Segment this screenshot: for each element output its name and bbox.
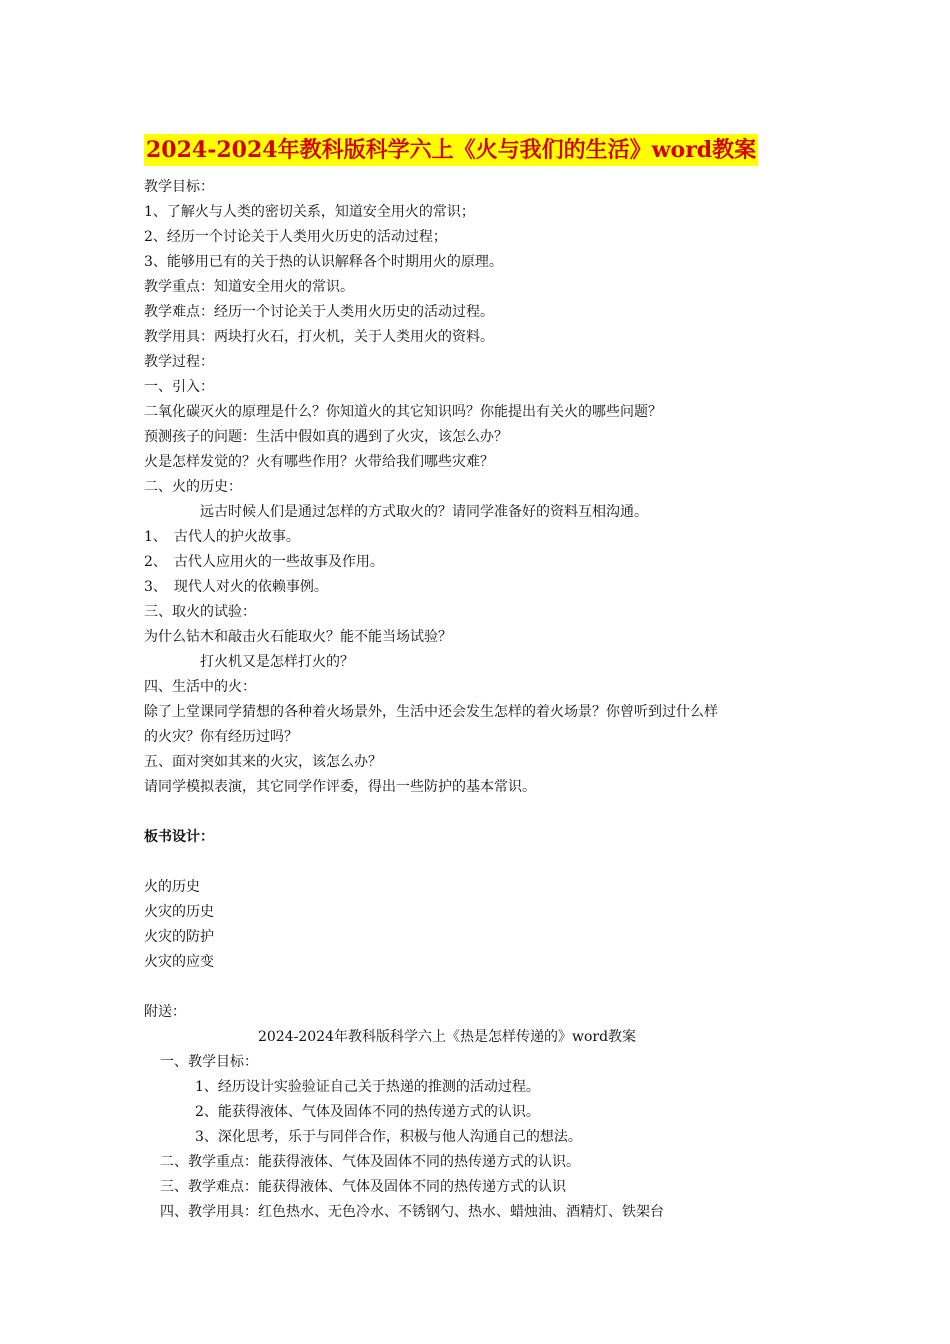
text-line: 教学难点：经历一个讨论关于人类用火历史的活动过程。 bbox=[144, 304, 494, 320]
text-line: 远古时候人们是通过怎样的方式取火的？请同学准备好的资料互相沟通。 bbox=[200, 504, 648, 520]
text-line: 3、能够用已有的关于热的认识解释各个时期用火的原理。 bbox=[144, 254, 503, 270]
text-line: 1、经历设计实验验证自己关于热递的推测的活动过程。 bbox=[195, 1079, 540, 1095]
text-line: 预测孩子的问题：生活中假如真的遇到了火灾，该怎么办？ bbox=[144, 429, 508, 445]
text-line: 2、经历一个讨论关于人类用火历史的活动过程； bbox=[144, 229, 447, 245]
document-title: 2024-2024年教科版科学六上《火与我们的生活》word教案 bbox=[144, 134, 758, 166]
text-line: 火的历史 bbox=[144, 879, 200, 895]
text-line: 教学过程： bbox=[144, 354, 214, 370]
appendix-title: 2024-2024年教科版科学六上《热是怎样传递的》word教案 bbox=[258, 1029, 637, 1045]
text-line: 二、教学重点：能获得液体、气体及固体不同的热传递方式的认识。 bbox=[160, 1154, 580, 1170]
text-line: 三、取火的试验： bbox=[144, 604, 256, 620]
text-line: 一、引入： bbox=[144, 379, 214, 395]
text-line: 火灾的防护 bbox=[144, 929, 214, 945]
text-line: 教学用具：两块打火石，打火机，关于人类用火的资料。 bbox=[144, 329, 494, 345]
text-line: 1、了解火与人类的密切关系，知道安全用火的常识； bbox=[144, 204, 475, 220]
text-line: 一、教学目标： bbox=[160, 1054, 258, 1070]
text-line: 1、 古代人的护火故事。 bbox=[144, 529, 300, 545]
text-line: 教学目标： bbox=[144, 179, 214, 195]
text-line: 3、深化思考，乐于与同伴合作，积极与他人沟通自己的想法。 bbox=[195, 1129, 582, 1145]
section-heading: 板书设计： bbox=[144, 829, 214, 845]
text-line: 三、教学难点：能获得液体、气体及固体不同的热传递方式的认识 bbox=[160, 1179, 566, 1195]
text-line: 四、生活中的火： bbox=[144, 679, 256, 695]
text-line: 五、面对突如其来的火灾，该怎么办？ bbox=[144, 754, 382, 770]
text-line: 火灾的历史 bbox=[144, 904, 214, 920]
text-line: 火是怎样发觉的？火有哪些作用？火带给我们哪些灾难？ bbox=[144, 454, 494, 470]
text-line: 教学重点：知道安全用火的常识。 bbox=[144, 279, 354, 295]
text-line: 的火灾？你有经历过吗？ bbox=[144, 729, 298, 745]
text-line: 二、火的历史： bbox=[144, 479, 242, 495]
text-line: 二氧化碳灭火的原理是什么？你知道火的其它知识吗？你能提出有关火的哪些问题？ bbox=[144, 404, 662, 420]
text-line: 请同学模拟表演，其它同学作评委，得出一些防护的基本常识。 bbox=[144, 779, 536, 795]
text-line: 火灾的应变 bbox=[144, 954, 214, 970]
text-line: 除了上堂课同学猜想的各种着火场景外，生活中还会发生怎样的着火场景？你曾听到过什么样 bbox=[144, 704, 718, 720]
text-line: 3、 现代人对火的依赖事例。 bbox=[144, 579, 328, 595]
text-line: 2、能获得液体、气体及固体不同的热传递方式的认识。 bbox=[195, 1104, 540, 1120]
text-line: 2、 古代人应用火的一些故事及作用。 bbox=[144, 554, 384, 570]
text-line: 附送： bbox=[144, 1004, 186, 1020]
text-line: 为什么钻木和敲击火石能取火？能不能当场试验？ bbox=[144, 629, 452, 645]
text-line: 打火机又是怎样打火的？ bbox=[200, 654, 354, 670]
text-line: 四、教学用具：红色热水、无色冷水、不锈钢勺、热水、蜡烛油、酒精灯、铁架台 bbox=[160, 1204, 664, 1220]
